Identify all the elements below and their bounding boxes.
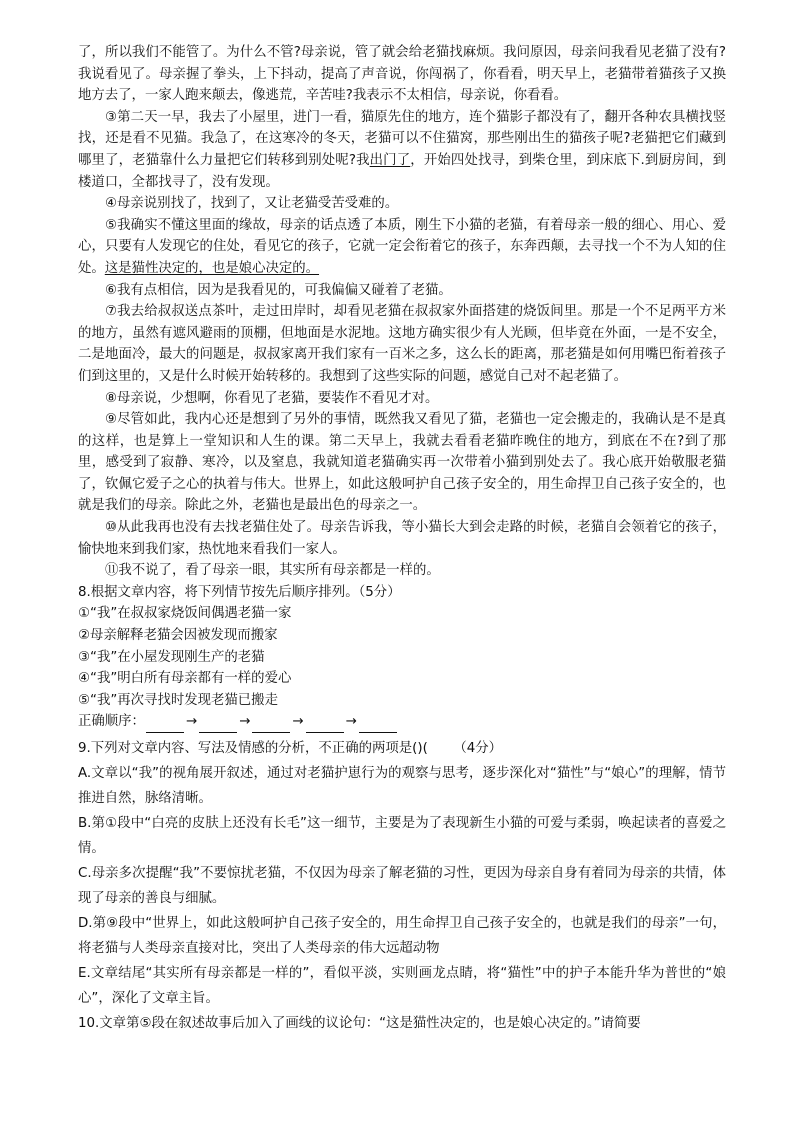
arrow-1: → [185, 714, 198, 730]
arrow-2: → [239, 714, 251, 730]
question-9-stem: 9.下列对文章内容、写法及情感的分析，不正确的两项是()( （4分） [78, 741, 503, 756]
question-9 [78, 736, 726, 1011]
paragraph-9: ⑨尽管如此，我内心还是想到了另外的事情，既然我又看见了猫，老猫也一定会搬走的，我确认是不是真的这样，也是算上一堂知识和人生的课。第二天早上，我就去看看老猫昨晚住的地方，到底在不在?到了那里，感受到了寂静、寒冷，以及窒息，我就知道老猫确实再一次带着小猫到别处去了。我心底开始敬服老猫了，钦佩它爱子之心的执着与伟大。世界上，如此这般呵护自己孩子安全的，用生命捍卫自己孩子安全的，也就是我们的母亲。除此之外，老猫也是最出色的母亲之一。 [78, 412, 726, 514]
question-9-choice-e: E.文章结尾“其实所有母亲都是一样的”，看似平淡，实则画龙点睛，将“猫性”中的护子本能升华为普世的“娘心”，深化了文章主旨。 [78, 966, 726, 1006]
paragraph-3-text-a: ③第二天一早，我去了小屋里，进门一看，猫原先住的地方，连个猫影子都没有了，翻开各种农具横找竖找，还是看不见猫。我急了，在这寒冷的冬天，老猫可以不住猫窝，那些刚出生的猫孩子呢?老猫把它们藏到哪里了，老猫靠什么力量把它们转移到别处呢?我 [78, 109, 726, 168]
paragraph-3-text-b: ，开始四处找寻，到柴仓里，到床底下.到厨房间，到楼道口，全都找寻了，没有发现。 [78, 152, 727, 190]
question-9-choice-b: B.第①段中“白亮的皮肤上还没有长毛”这一细节，主要是为了表现新生小猫的可爱与柔弱，唤起读者的喜爱之情。 [78, 816, 726, 856]
paragraph-3-underlined: 出门了 [369, 152, 411, 168]
arrow-3: → [292, 714, 304, 730]
paragraph-5-text: ⑤我确实不懂这里面的缘故，母亲的话点透了本质，刚生下小猫的老猫，有着母亲一般的细心、用心、爱心，只要有人发现它的住处，看见它的孩子，它就一定会衔着它的孩子，东奔西颠，去寻找一个不为人知的住处。 [78, 217, 726, 276]
question-8-option-1: ①“我”在叔叔家烧饭间偶遇老猫一家 [78, 606, 292, 622]
question-9-choice-c: C.母亲多次提醒“我”不要惊扰老猫，不仅因为母亲了解老猫的习性，更因为母亲自身有着同为母亲的共情，体现了母亲的善良与细腻。 [78, 866, 726, 906]
answer-blank-2[interactable] [199, 718, 237, 733]
reading-passage [78, 42, 726, 582]
question-8-option-4: ④“我”明白所有母亲都有一样的爱心 [78, 671, 292, 687]
paragraph-continuation: 了，所以我们不能管了。为什么不管?母亲说，管了就会给老猫找麻烦。我问原因，母亲问我看见老猫了没有?我说看见了。母亲握了拳头，上下抖动，提高了声音说，你闯祸了，你看看，明天早上，老猫带着猫孩子又换地方去了，一家人跑来颠去，像逃荒，辛苦哇?我表示不太相信，母亲说，你看看。 [78, 45, 726, 104]
paragraph-11: ⑪我不说了，看了母亲一眼，其实所有母亲都是一样的。 [105, 563, 440, 579]
answer-blank-3[interactable] [252, 718, 290, 733]
paragraph-7: ⑦我去给叔叔送点茶叶，走过田岸时，却看见老猫在叔叔家外面搭建的烧饭间里。那是一个不足两平方米的地方，虽然有遮风避雨的顶棚，但地面是水泥地。这地方确实很少有人光顾，但毕竟在外面，一是不安全，二是地面冷，最大的问题是，叔叔家离开我们家有一百米之多，这么长的距离，那老猫是如何用嘴巴衔着孩子们到这里的，又是什么时候开始转移的。我想到了这些实际的问题，感觉自己对不起老猫了。 [78, 304, 726, 384]
question-8-answer-line [78, 711, 726, 733]
answer-blank-5[interactable] [359, 718, 397, 733]
paragraph-10: ⑩从此我再也没有去找老猫住处了。母亲告诉我，等小猫长大到会走路的时候，老猫自会领着它的孩子，愉快地来到我们家，热忱地来看我们一家人。 [78, 520, 726, 557]
question-9-choice-d: D.第⑨段中“世界上，如此这般呵护自己孩子安全的，用生命捍卫自己孩子安全的，也就是我们的母亲”一句，将老猫与人类母亲直接对比，突出了人类母亲的伟大远超动物 [78, 916, 726, 956]
paragraph-4: ④母亲说别找了，找到了，又让老猫受苦受难的。 [105, 196, 399, 212]
paragraph-8: ⑧母亲说，少想啊，你看见了老猫，要装作不看见才对。 [105, 390, 439, 406]
arrow-4: → [345, 714, 357, 730]
paragraph-5 [78, 215, 726, 280]
question-9-choice-a: A.文章以“我”的视角展开叙述，通过对老猫护崽行为的观察与思考，逐步深化对“猫性”与“娘心”的理解，情节推进自然，脉络清晰。 [78, 766, 726, 806]
paragraph-6: ⑥我有点相信，因为是我看见的，可我偏偏又碰着了老猫。 [105, 282, 452, 298]
paragraph-5-underlined-sentence: 这是猫性决定的，也是娘心决定的。 [104, 260, 320, 276]
paragraph-3 [78, 107, 726, 193]
answer-blank-4[interactable] [306, 718, 344, 733]
question-8-option-2: ②母亲解释老猫会因被发现而搬家 [78, 628, 278, 644]
exam-page [78, 42, 726, 1036]
question-10 [78, 1011, 726, 1036]
answer-label: 正确顺序： [78, 714, 145, 730]
question-8-option-3: ③“我”在小屋发现刚生产的老猫 [78, 649, 265, 665]
question-8 [78, 582, 726, 733]
question-10-stem: 10.文章第⑤段在叙述故事后加入了画线的议论句：“这是猫性决定的，也是娘心决定的。”请简要 [78, 1016, 641, 1031]
question-8-option-5: ⑤“我”再次寻找时发现老猫已搬走 [78, 692, 278, 708]
answer-blank-1[interactable] [146, 718, 184, 733]
question-8-stem: 8.根据文章内容，将下列情节按先后顺序排列。（5分） [78, 584, 401, 600]
